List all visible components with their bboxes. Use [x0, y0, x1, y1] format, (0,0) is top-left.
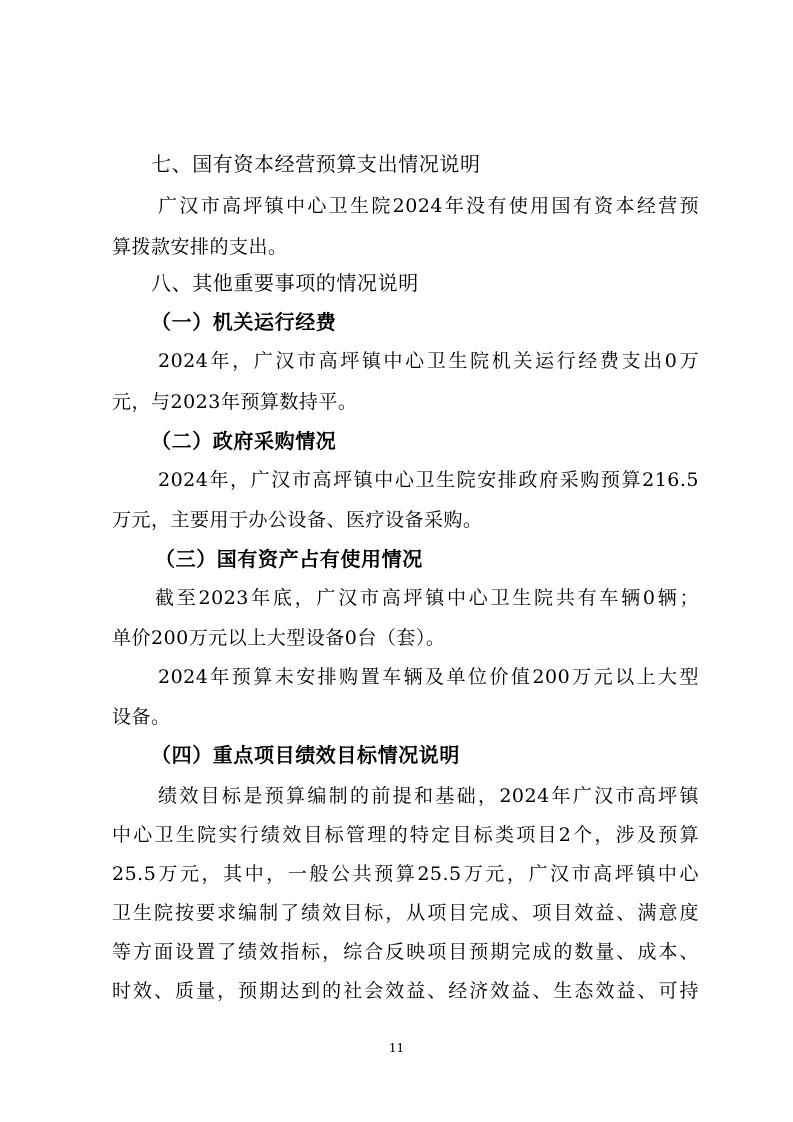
paragraph-line: 广汉市高坪镇中心卫生院2024年没有使用国有资本经营预 [158, 195, 699, 217]
paragraph-line: 2024年，广汉市高坪镇中心卫生院机关运行经费支出0万 [158, 350, 699, 372]
paragraph-line: 单价200万元以上大型设备0台（套）。 [112, 627, 446, 649]
paragraph-line: 时效、质量，预期达到的社会效益、经济效益、生态效益、可持 [112, 980, 699, 1002]
paragraph-line: 元，与2023年预算数持平。 [112, 391, 358, 413]
paragraph-line: 截至2023年底，广汉市高坪镇中心卫生院共有车辆0辆； [155, 587, 699, 609]
paragraph-line: 万元，主要用于办公设备、医疗设备采购。 [112, 509, 483, 531]
section-heading-7: 七、国有资本经营预算支出情况说明 [151, 152, 481, 176]
page-number: 11 [388, 1041, 405, 1055]
paragraph-line: 25.5万元，其中，一般公共预算25.5万元，广汉市高坪镇中心 [112, 863, 699, 885]
paragraph-line: 卫生院按要求编制了绩效目标，从项目完成、项目效益、满意度 [112, 902, 699, 924]
subsection-heading-4: （四）重点项目绩效目标情况说明 [151, 743, 460, 767]
paragraph-line: 绩效目标是预算编制的前提和基础，2024年广汉市高坪镇 [158, 785, 699, 807]
paragraph-line: 中心卫生院实行绩效目标管理的特定目标类项目2个，涉及预算 [112, 824, 699, 846]
section-heading-8: 八、其他重要事项的情况说明 [151, 271, 419, 295]
paragraph-line: 设备。 [112, 706, 171, 728]
subsection-heading-3: （三）国有资产占有使用情况 [155, 547, 423, 571]
subsection-heading-1: （一）机关运行经费 [151, 310, 337, 334]
paragraph-line: 等方面设置了绩效指标，综合反映项目预期完成的数量、成本、 [112, 941, 699, 963]
paragraph-line: 算拨款安排的支出。 [112, 236, 288, 258]
paragraph-line: 2024年，广汉市高坪镇中心卫生院安排政府采购预算216.5 [158, 469, 699, 491]
paragraph-line: 2024年预算未安排购置车辆及单位价值200万元以上大型 [158, 666, 699, 688]
subsection-heading-2: （二）政府采购情况 [151, 429, 337, 453]
